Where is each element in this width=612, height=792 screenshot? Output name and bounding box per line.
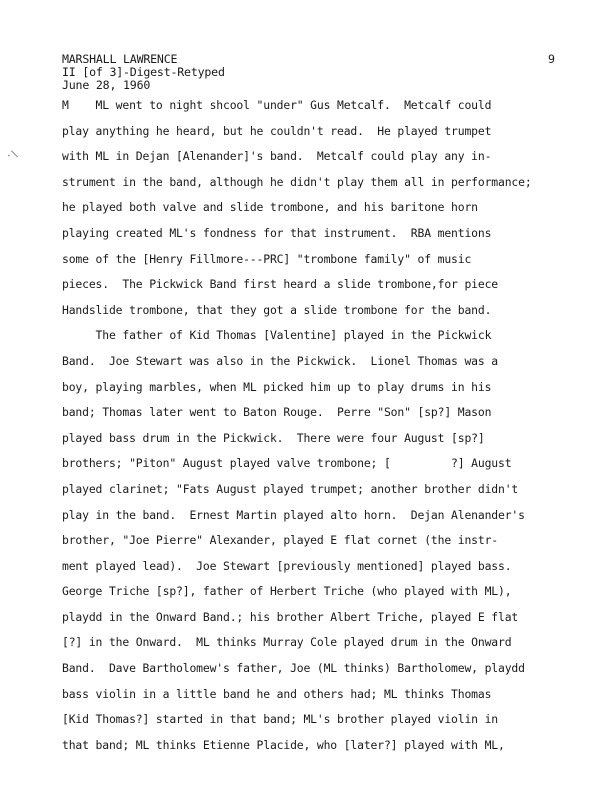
text-line: George Triche [sp?], father of Herbert Triche (who played with ML), xyxy=(62,584,512,599)
text-line: Band. Dave Bartholomew's father, Joe (ML thinks) Bartholomew, playdd xyxy=(62,661,525,676)
text-line: he played both valve and slide trombone, and his baritone horn xyxy=(62,200,478,215)
text-line: that band; ML thinks Etienne Placide, who [later?] played with ML, xyxy=(62,737,505,752)
document-header xyxy=(62,53,225,92)
transcript-body xyxy=(62,93,577,758)
text-line: playing created ML's fondness for that instrument. RBA mentions xyxy=(62,225,492,240)
text-line: brothers; "Piton" August played valve trombone; [ ?] August xyxy=(62,456,512,471)
text-line: playdd in the Onward Band.; his brother Albert Triche, played E flat xyxy=(62,609,519,624)
text-line: played bass drum in the Pickwick. There were four August [sp?] xyxy=(62,430,485,445)
text-line: boy, playing marbles, when ML picked him up to play drums in his xyxy=(62,379,492,394)
page-number: 9 xyxy=(548,52,555,66)
text-line: [Kid Thomas?] started in that band; ML's brother played violin in xyxy=(62,712,499,727)
text-line: [?] in the Onward. ML thinks Murray Cole played drum in the Onward xyxy=(62,635,512,650)
text-line: play in the band. Ernest Martin played alto horn. Dejan Alenander's xyxy=(62,507,525,522)
text-line: ment played lead). Joe Stewart [previously mentioned] played bass. xyxy=(62,558,512,573)
text-line: some of the [Henry Fillmore---PRC] "trombone family" of music xyxy=(62,251,472,266)
reel-info: II [of 3]-Digest-Retyped xyxy=(62,65,225,79)
text-line: pieces. The Pickwick Band first heard a slide trombone,for piece xyxy=(62,277,499,292)
text-line: play anything he heard, but he couldn't read. He played trumpet xyxy=(62,123,492,138)
interviewee-name: MARSHALL LAWRENCE xyxy=(62,52,178,66)
text-line: brother, "Joe Pierre" Alexander, played E flat cornet (the instr- xyxy=(62,533,499,548)
text-line: The father of Kid Thomas [Valentine] played in the Pickwick xyxy=(62,328,492,343)
text-line: band; Thomas later went to Baton Rouge. Perre "Son" [sp?] Mason xyxy=(62,405,492,420)
text-line: Band. Joe Stewart was also in the Pickwick. Lionel Thomas was a xyxy=(62,353,499,368)
margin-mark: ·\ xyxy=(4,148,20,163)
text-line: strument in the band, although he didn't play them all in performance; xyxy=(62,174,532,189)
text-line: bass violin in a little band he and others had; ML thinks Thomas xyxy=(62,686,492,701)
text-line: Handslide trombone, that they got a slide trombone for the band. xyxy=(62,302,492,317)
text-line: played clarinet; "Fats August played trumpet; another brother didn't xyxy=(62,481,519,496)
text-line: with ML in Dejan [Alenander]'s band. Metcalf could play any in- xyxy=(62,149,492,164)
text-line: M ML went to night shcool "under" Gus Metcalf. Metcalf could xyxy=(62,98,492,112)
interview-date: June 28, 1960 xyxy=(62,78,151,92)
